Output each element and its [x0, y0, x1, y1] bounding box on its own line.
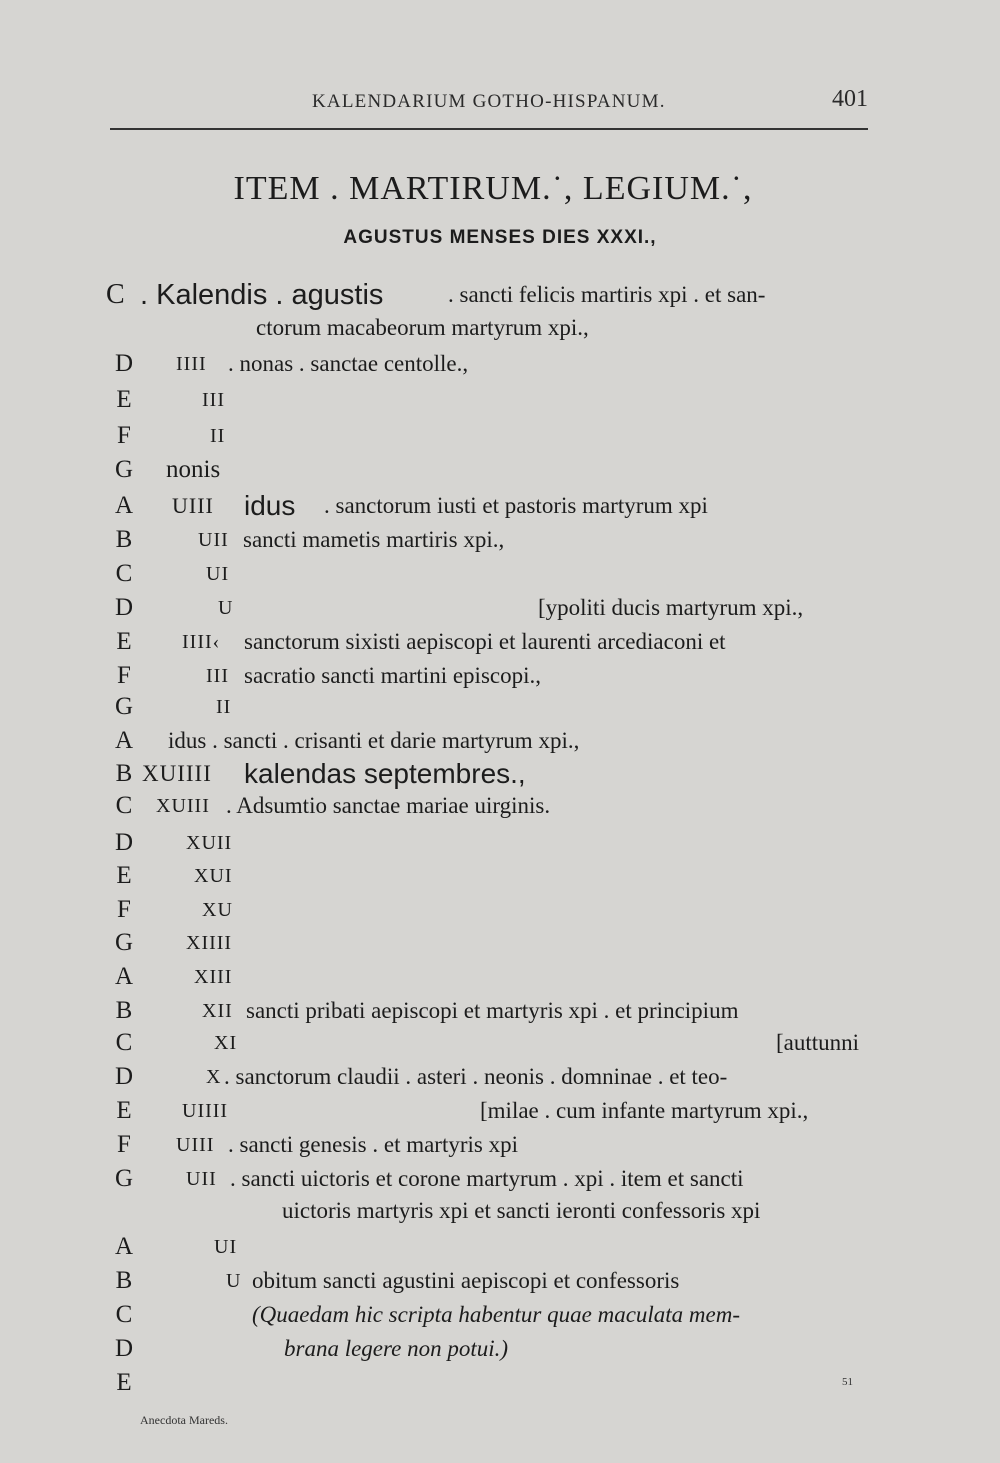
dominical-letter: C: [115, 560, 133, 587]
dominical-letter: E: [116, 628, 132, 655]
dominical-letter: C: [106, 279, 125, 310]
roman-numeral: UI: [206, 563, 230, 585]
roman-numeral: III: [202, 389, 225, 411]
dominical-letter: D: [114, 594, 134, 621]
dominical-letter: A: [114, 492, 134, 519]
dominical-letter: G: [114, 929, 134, 956]
calendar-row: [0, 1298, 1000, 1332]
entry-text: obitum sancti agustini aepiscopi et confessoris: [252, 1268, 680, 1293]
entry-text: . sancti genesis . et martyris xpi: [228, 1132, 518, 1157]
calendar-row: [0, 1230, 1000, 1264]
roman-numeral: UIII: [172, 493, 214, 518]
dominical-letter: C: [115, 1029, 133, 1056]
roman-numeral: XUIIII: [142, 761, 212, 786]
dominical-letter: C: [115, 1301, 133, 1328]
roman-numeral: XI: [214, 1032, 238, 1054]
calendar-row: [0, 419, 1000, 453]
dominical-letter: A: [114, 727, 134, 754]
dominical-letter: F: [117, 422, 131, 449]
calendar-row: [0, 1128, 1000, 1162]
calendar-row-continuation: [0, 311, 1000, 345]
calendar-row: [0, 893, 1000, 927]
entry-text: nonis: [166, 456, 221, 483]
entry-text: sacratio sancti martini episcopi.,: [244, 663, 541, 688]
roman-numeral: XU: [202, 899, 233, 921]
calendar-row: [0, 1060, 1000, 1094]
calendar-row: [0, 489, 1000, 523]
dominical-letter: E: [116, 862, 132, 889]
calendar-row: [0, 690, 1000, 724]
entry-text: [ypoliti ducis martyrum xpi.,: [538, 595, 804, 620]
dominical-letter: G: [114, 456, 134, 483]
roman-numeral: XIIII: [186, 932, 233, 954]
calendar-row: [0, 789, 1000, 823]
signature-mark: Anecdota Mareds.: [140, 1413, 228, 1427]
roman-numeral: UI: [214, 1236, 238, 1258]
roman-numeral: III: [206, 665, 229, 687]
calendar-row: [0, 1162, 1000, 1196]
calendar-row: [0, 659, 1000, 693]
dominical-letter: B: [115, 760, 133, 787]
calendar-row-continuation: [0, 1194, 1000, 1228]
calendar-row: [0, 960, 1000, 994]
calendar-row: [0, 926, 1000, 960]
dominical-letter: E: [116, 1097, 132, 1124]
running-head: KALENDARIUM GOTHO-HISPANUM.: [312, 91, 666, 112]
dominical-letter: D: [114, 1335, 134, 1362]
entry-text: . sancti felicis martiris xpi . et san-: [448, 282, 766, 307]
roman-numeral: X: [206, 1066, 222, 1088]
dominical-letter: A: [114, 963, 134, 990]
entry-text: sancti pribati aepiscopi et martyris xpi . et principium: [246, 998, 739, 1023]
roman-numeral: UIIII: [182, 1100, 229, 1122]
calendar-row: [0, 347, 1000, 381]
roman-numeral: U: [218, 597, 234, 619]
entry-text: [auttunni: [776, 1030, 860, 1055]
roman-numeral: UII: [198, 529, 229, 551]
entry-text-continuation: ctorum macabeorum martyrum xpi.,: [256, 315, 589, 340]
dominical-letter: C: [115, 792, 133, 819]
entry-text: [milae . cum infante martyrum xpi.,: [480, 1098, 809, 1123]
dominical-letter: B: [115, 1267, 133, 1294]
kalendis-heading: . Kalendis . agustis: [140, 279, 384, 311]
calendar-row: [0, 1094, 1000, 1128]
roman-numeral: XUIII: [156, 795, 210, 817]
roman-numeral: II: [210, 425, 226, 447]
entry-text: . sanctorum claudii . asteri . neonis . domninae . et teo-: [224, 1064, 728, 1089]
calendar-row: [0, 826, 1000, 860]
calendar-row: [0, 1264, 1000, 1298]
roman-numeral: IIII: [176, 353, 207, 375]
calendar-row: [0, 757, 1000, 791]
header-rule: [110, 128, 868, 130]
dominical-letter: D: [114, 829, 134, 856]
calendar-row: [0, 859, 1000, 893]
calendar-row: [0, 994, 1000, 1028]
editorial-note: (Quaedam hic scripta habentur quae maculata mem-: [252, 1302, 741, 1327]
calendar-row: [0, 557, 1000, 591]
dominical-letter: D: [114, 1063, 134, 1090]
page-number: 401: [832, 86, 868, 112]
idus-heading: idus: [244, 490, 296, 521]
month-subtitle-text: AGUSTUS MENSES DIES XXXI.,: [343, 227, 657, 248]
entry-text-continuation: uictoris martyris xpi et sancti ieronti confessoris xpi: [282, 1198, 761, 1223]
dominical-letter: B: [115, 526, 133, 553]
dominical-letter: D: [114, 350, 134, 377]
calendar-row: [0, 591, 1000, 625]
roman-numeral: XII: [202, 1000, 233, 1022]
dominical-letter: B: [115, 997, 133, 1024]
roman-numeral: XUII: [186, 832, 233, 854]
roman-numeral: II: [216, 696, 232, 718]
entry-text: idus . sancti . crisanti et darie martyrum xpi.,: [168, 728, 580, 753]
dominical-letter: E: [116, 386, 132, 413]
roman-numeral: UII: [186, 1168, 217, 1190]
calendar-row: [0, 453, 1000, 487]
entry-text: sancti mametis martiris xpi.,: [243, 527, 505, 552]
sheet-number: 51: [842, 1376, 853, 1388]
entry-text: . sanctorum iusti et pastoris martyrum xpi: [324, 493, 708, 518]
month-subtitle: [0, 227, 1000, 249]
section-title-text: ITEM . MARTIRUM.˙, LEGIUM.˙,: [233, 170, 753, 207]
dominical-letter: G: [114, 693, 134, 720]
calendar-row: [0, 383, 1000, 417]
roman-numeral: U: [226, 1270, 242, 1292]
entry-text: . nonas . sanctae centolle.,: [228, 351, 469, 376]
roman-numeral: XUI: [194, 865, 233, 887]
section-title: [0, 170, 1000, 208]
roman-numeral: IIII‹: [182, 631, 221, 653]
dominical-letter: F: [117, 662, 131, 689]
dominical-letter: F: [117, 896, 131, 923]
calendar-row: [0, 523, 1000, 557]
entry-text: . sancti uictoris et corone martyrum . xpi . item et sancti: [230, 1166, 744, 1191]
dominical-letter: G: [114, 1165, 134, 1192]
entry-text: sanctorum sixisti aepiscopi et laurenti arcediaconi et: [244, 629, 726, 654]
entry-text: . Adsumtio sanctae mariae uirginis.: [226, 793, 551, 818]
calendar-row: [0, 1026, 1000, 1060]
calendar-row: [0, 724, 1000, 758]
roman-numeral: UIII: [176, 1134, 215, 1156]
dominical-letter: E: [116, 1369, 132, 1396]
calendar-row: [0, 625, 1000, 659]
kalendas-heading: kalendas septembres.,: [244, 758, 526, 789]
calendar-row: [0, 1332, 1000, 1366]
roman-numeral: XIII: [194, 966, 233, 988]
calendar-row-kalendis: [0, 278, 1000, 312]
dominical-letter: A: [114, 1233, 134, 1260]
dominical-letter: F: [117, 1131, 131, 1158]
editorial-note-continuation: brana legere non potui.): [284, 1336, 509, 1361]
